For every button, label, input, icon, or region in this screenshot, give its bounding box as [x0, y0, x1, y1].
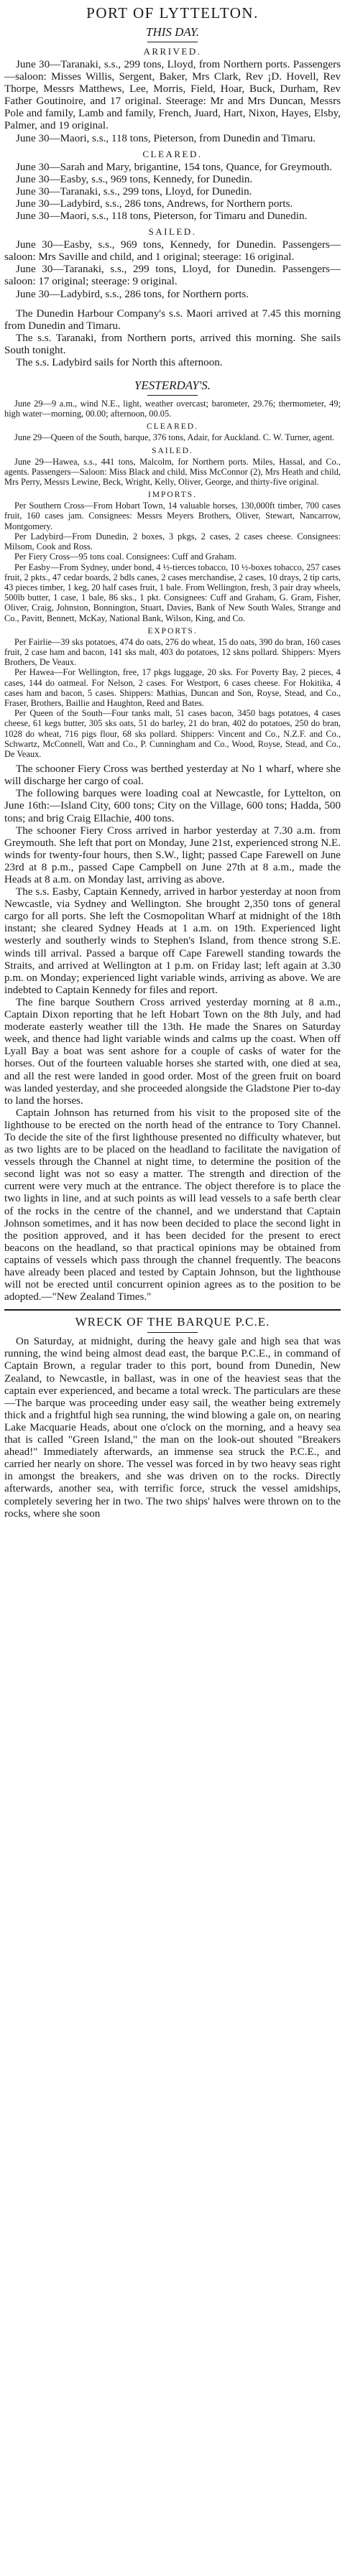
exports-section — [4, 637, 341, 759]
arrived-heading: ARRIVED. — [143, 46, 202, 57]
export-entry: Per Queen of the South—Four tanks malt, 51 cases bacon, 3450 bags potatoes, 4 cases cheese, 61 kegs butter, 305 sks oats, 51 do barley, 21 do bran, 402 do potatoes, 250 do bran, 1028 do wheat, 716 pigs flour, 68 sks pollard. Shippers: Vincent and Co., N.Z.F. and Co., Schwartz, McConnell, Watt and Co., P. Cunningham and Co., Wood, Royse, Stead, and Co., De Veaux. — [4, 708, 341, 759]
cleared-entry: June 30—Maori, s.s., 118 tons, Pieterson, for Timaru and Dunedin. — [16, 210, 308, 223]
export-entry: Per Hawea—For Wellington, free, 17 pkgs luggage, 20 sks. For Poverty Bay, 2 pieces, 4 cases, 144 do oatmeal. For Nelson, 2 cases. For Westport, 6 cases cheese. For Hokitika, 4 cases ham and bacon, 5 cases. Shippers: Mathias, Duncan and Son, Royse, Stead, and Co., Fraser, Brothers, Baillie and Haughton, Reed and Bates. — [4, 667, 341, 708]
exports-heading: EXPORTS. — [147, 626, 198, 636]
notice-paragraph: The Dunedin Harbour Company's s.s. Maori arrived at 7.45 this morning from Dunedin and Timaru. — [4, 307, 341, 332]
yesterday-cleared-heading: CLEARED. — [147, 422, 198, 432]
sailed-section — [4, 239, 341, 300]
port-title: PORT OF LYTTELTON. — [86, 4, 259, 22]
this-day-heading: THIS DAY. — [145, 25, 199, 39]
export-entry: Per Fairlie—39 sks potatoes, 474 do oats, 276 do wheat, 15 do oats, 390 do bran, 160 cases fruit, 2 case ham and bacon, 141 sks malt, 403 do potatoes, 12 skns pollard. Shippers: Myers Brothers, De Veaux. — [4, 636, 341, 668]
shipping-news-section — [4, 763, 341, 1303]
cleared-entry: June 30—Easby, s.s., 969 tons, Kennedy, for Dunedin. — [16, 173, 253, 185]
news-paragraph: Captain Johnson has returned from his visit to the proposed site of the lighthouse to be erected on the north head of the entrance to Tory Channel. To decide the site of the first lighthouse presented no difficulty whatever, but as two lights are to be placed on the headland to facilitate the navigation of vessels through the Channel at night time, to determine the position of the second light was not so easy a matter. The strength and direction of the current were very much at the entrance. The object therefore is to place the two lights in line, and at such points as will lead vessels to a safe berth clear of the rocks in the centre of the channel, and we understand that Captain Johnson sometimes, and it has now been decided to place the second light in the position approved, and it has been decided for the present to erect beacons on the headland, so that practical opinions may be obtained from captains of vessels which pass through the channel frequently. The beacons have already been placed and tested by Captain Johnson, but the lighthouse will not be erected until concurrent opinion agrees as to the position to be adopted.—"New Zealand Times." — [4, 1107, 341, 1303]
import-entry: Per Fiery Cross—95 tons coal. Consignees: Cuff and Graham. — [14, 552, 236, 562]
sailed-heading: SAILED. — [148, 226, 197, 238]
import-entry: Per Easby—From Sydney, under bond, 4 ½-tierces tobacco, 10 ½-boxes tobacco, 257 cases fruit, 2 pkts., 47 cedar boards, 2 bdls canes, 2 cases merchandise, 2 cases, 10 drays, 2 tip carts, 43 pieces timber, 1 keg, 20 half cases fruit, 1 bale. From Wellington, fresh, 3 pair dray wheels, 500lb butter, 1 case, 1 bale, 86 sks., 1 pkt. Consignees: Cuff and Graham, G. Gram, Fisher, Oliver, Craig, Johnston, Bonnington, Stuart, Davies, Bank of New South Wales, Strange and Co., Pavitt, Bennett, McKay, National Bank, Wilson, King, and Co. — [4, 562, 341, 623]
divider — [147, 395, 198, 396]
cleared-heading: CLEARED. — [142, 148, 203, 159]
news-paragraph: The schooner Fiery Cross arrived in harbor yesterday at 7.30 a.m. from Greymouth. She left that port on Monday, June 21st, experienced strong N.E. winds for twenty-four hours, then S.W., light; passed Cape Farewell on June 23rd at 8 p.m., passed Cape Campbell on June 27th at 8 a.m., made the Heads at 8 a.m. on Monday last, arriving as above. — [4, 824, 341, 885]
imports-heading: IMPORTS. — [147, 490, 198, 500]
arrived-entry: June 30—Taranaki, s.s., 299 tons, Lloyd, from Northern ports. Passengers—saloon: Misses Willis, Sergent, Baker, Mrs Clark, Rev ¡D. Hovell, Rev Thorpe, Messrs Matthews, Lee, Morris, Field, Hoar, Buck, Durham, Rev Father Goutinoire, and 17 original. Steerage: Mr and Mrs Duncan, Messrs Pole and family, Lamb and family, French, Juard, Hart, Nixon, Hayes, Elsby, Palmer, and 19 original. — [4, 59, 341, 132]
spacer — [4, 369, 341, 376]
sailed-entry: June 30—Taranaki, s.s., 299 tons, Lloyd, for Dunedin. Passengers—saloon: 17 original; steerage: 9 original. — [4, 264, 341, 288]
yesterday-sailed-heading: SAILED. — [152, 446, 193, 455]
weather-report: June 29—9 a.m., wind N.E., light, weather overcast; barometer, 29.76; thermometer, 49; high water—morning, 00.00; afternoon, 00.05. — [4, 399, 341, 419]
cleared-entry: June 30—Ladybird, s.s., 286 tons, Andrews, for Northern ports. — [16, 197, 293, 210]
news-paragraph: The fine barque Southern Cross arrived yesterday morning at 8 a.m., Captain Dixon reporting that he left Hobart Town on the 8th July, and had moderate easterly weather till the 13th. He made the Snares on Saturday week, and thence had light variable winds and calms up the coast. When off Lyall Bay a boat was sent ashore for a couple of casks of water for the horses. Out of the fourteen valuable horses she started with, one died at sea, and all the rest were landed in good order. Most of the green fruit on board was landed yesterday, and she proceeded alongside the Gladstone Pier to-day to land the horses. — [4, 996, 341, 1107]
wreck-section — [4, 1336, 341, 1520]
import-entry: Per Ladybird—From Dunedin, 2 boxes, 3 pkgs, 2 cases, 2 cases cheese. Consignees: Milsom, Cook and Ross. — [4, 531, 341, 552]
notice-paragraph: The s.s. Ladybird sails for North this afternoon. — [16, 356, 223, 368]
sailed-entry: June 30—Easby, s.s., 969 tons, Kennedy, for Dunedin. Passengers—saloon: Mrs Saville and child, and 1 original; steerage: 16 original. — [4, 239, 341, 264]
spacer — [4, 301, 341, 308]
yesterday-heading: YESTERDAY'S. — [134, 378, 211, 393]
news-paragraph: The following barques were loading coal at Newcastle, for Lyttelton, on June 16th:—Island City, 600 tons; City on the Village, 600 tons; Hadda, 500 tons; and brig Craig Ellachie, 400 tons. — [4, 788, 341, 824]
import-entry: Per Southern Cross—From Hobart Town, 14 valuable horses, 130,000ft timber, 700 cases fruit, 160 cases jam. Consignees: Messrs Meyers Brothers, Oliver, Stewart, Nancarrow, Montgomery. — [4, 501, 341, 531]
divider — [147, 1332, 198, 1333]
arrived-section — [4, 59, 341, 145]
imports-section — [4, 501, 341, 623]
yesterday-sailed-entry: June 29—Hawea, s.s., 441 tons, Malcolm, for Northern ports. Miles, Hassal, and Co., agents. Passengers—Saloon: Miss Black and child, Miss McConnor (2), Mrs Heath and child, Mrs Perry, Messrs Lewine, Beck, Wright, Kelly, Oliver, George, and thirty-five original. — [4, 456, 341, 488]
cleared-entry: June 30—Taranaki, s.s., 299 tons, Lloyd, for Dunedin. — [16, 185, 252, 197]
yesterday-cleared-entry: June 29—Queen of the South, barque, 376 tons, Adair, for Auckland. C. W. Turner, agent. — [14, 432, 335, 443]
news-paragraph: The schooner Fiery Cross was berthed yesterday at No 1 wharf, where she will discharge her cargo of coal. — [4, 763, 341, 788]
cleared-entry: June 30—Sarah and Mary, brigantine, 154 tons, Quance, for Greymouth. — [16, 161, 332, 173]
section-separator — [4, 1309, 341, 1311]
arrived-entry: June 30—Maori, s.s., 118 tons, Pieterson, from Dunedin and Timaru. — [16, 132, 316, 144]
sailed-entry: June 30—Ladybird, s.s., 286 tons, for Northern ports. — [16, 288, 249, 300]
wreck-title: WRECK OF THE BARQUE P.C.E. — [75, 1315, 270, 1329]
wreck-paragraph: On Saturday, at midnight, during the heavy gale and high sea that was running, the wind being almost dead east, the barque P.C.E., in command of Captain Brown, a regular trader to this port, bound from Dunedin, New Zealand, to Newcastle, in ballast, was in one of the heaviest seas that the captain ever experienced, and became a total wreck. The particulars are these—The barque was proceeding under easy sail, the weather being extremely thick and a frightful high sea running, the wind blowing a gale on, on nearing Lake Macquarie Heads, about one o'clock on the morning, and a heavy sea that is called "Green Island," the man on the look-out shouted "Breakers ahead!" Immediately afterwards, an immense sea struck the P.C.E., and carried her nearly on shore. The vessel was forced in by two heavy seas right in amongst the breakers, and she was driven on to the rocks. Directly afterwards, another sea, with terrific force, struck the vessel amidships, completely severing her in two. The two ships' halves were thrown on to the rocks, where she soon — [4, 1336, 341, 1520]
notice-paragraph: The s.s. Taranaki, from Northern ports, arrived this morning. She sails South tonight. — [4, 332, 341, 356]
news-paragraph: The s.s. Easby, Captain Kennedy, arrived in harbor yesterday at noon from Newcastle, via Sydney and Wellington. She brought 2,350 tons of general cargo for all ports. She left the Cosmopolitan Wharf at midnight of the 18th instant; she cleared Sydney Heads at 1 a.m. on 19th. Experienced light westerly and southerly winds to Stephen's Island, from thence strong S.E. winds till arrival. Passed a barque off Cape Farewell standing towards the Straits, and arrived at Wellington at 1 p.m. on Friday last; left again at 3.30 p.m. on Monday; experienced light variable winds, arriving as above. We are indebted to Captain Kennedy for files and report. — [4, 886, 341, 996]
cleared-section — [4, 162, 341, 223]
notices-section — [4, 308, 341, 369]
